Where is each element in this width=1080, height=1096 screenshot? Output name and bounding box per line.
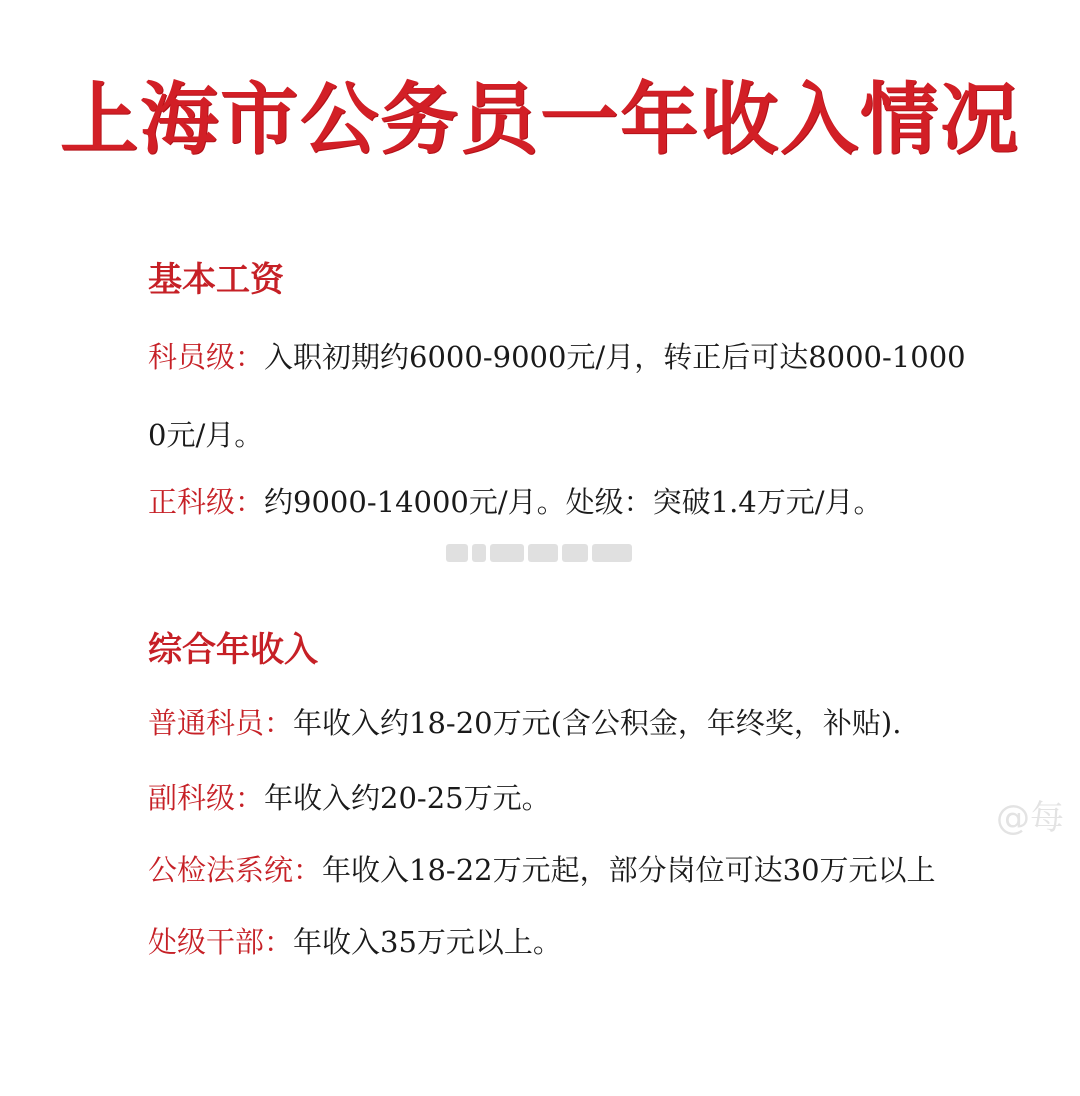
salary-item-keyuan <box>148 318 978 474</box>
salary-item-zhengke <box>148 482 978 522</box>
page-title: 上海市公务员一年收入情况 <box>59 75 1020 165</box>
item-label: 正科级： <box>148 485 265 519</box>
income-item-fuke <box>148 778 978 818</box>
blurred-watermark-strip <box>446 540 632 566</box>
item-label: 科员级： <box>148 340 265 374</box>
item-label: 副科级： <box>148 781 265 815</box>
income-item-putong-keyuan <box>148 703 978 743</box>
item-text: 年收入35万元以上。 <box>293 925 562 959</box>
income-item-chuji-ganbu <box>148 922 978 962</box>
item-text: 年收入18-22万元起，部分岗位可达30万元以上 <box>322 853 936 887</box>
item-text: 年收入约20-25万元。 <box>264 781 551 815</box>
item-text: 年收入约18-20万元(含公积金，年终奖，补贴). <box>293 706 902 740</box>
item-label: 普通科员： <box>148 706 294 740</box>
section-heading-annual-income: 综合年收入 <box>148 630 318 670</box>
item-label: 处级干部： <box>148 925 294 959</box>
section-heading-basic-salary: 基本工资 <box>148 260 284 300</box>
item-text: 入职初期约6000-9000元/月，转正后可达8000-10000元/月。 <box>148 340 966 452</box>
item-text: 约9000-14000元/月。处级：突破1.4万元/月。 <box>264 485 883 519</box>
watermark: @每 <box>996 798 1064 838</box>
income-item-gongjianfa <box>148 850 978 890</box>
item-label: 公检法系统： <box>148 853 323 887</box>
